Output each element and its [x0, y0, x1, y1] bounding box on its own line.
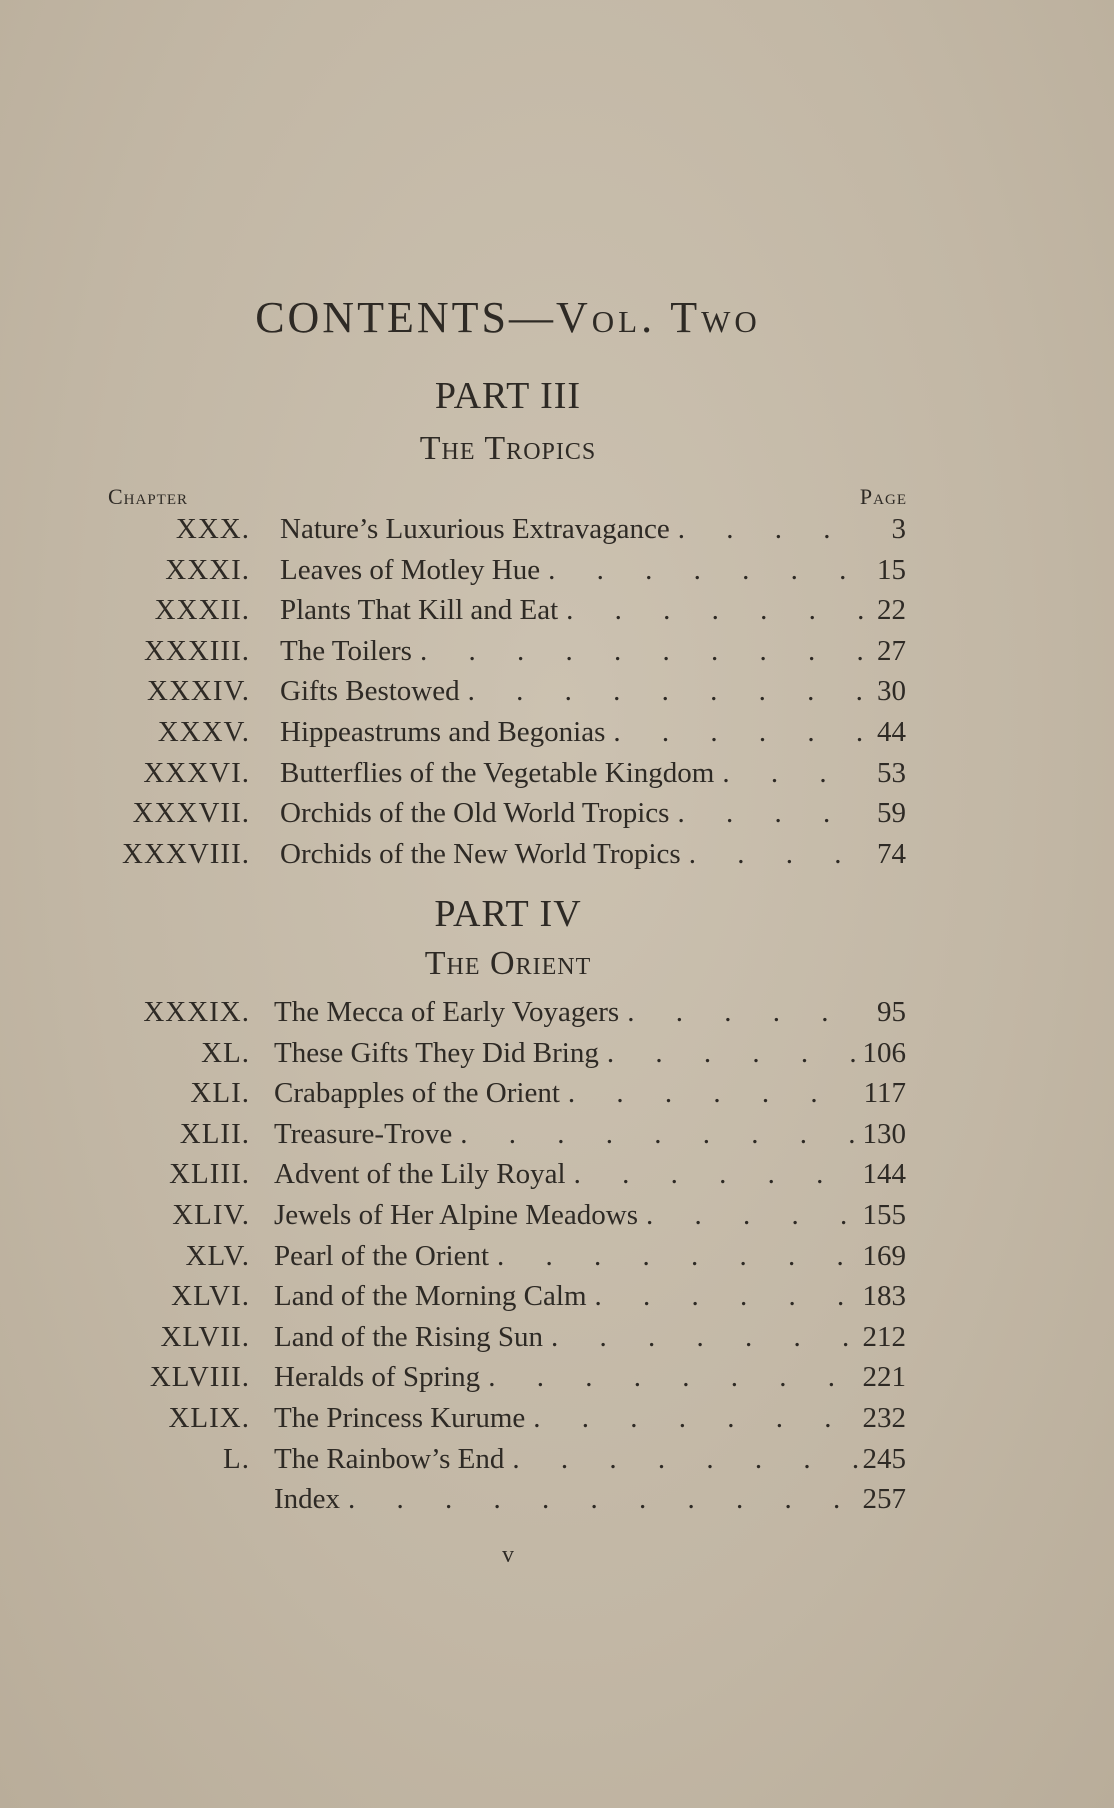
chapter-title: Nature’s Luxurious Extravagance [280, 513, 670, 545]
chapter-title: Jewels of Her Alpine Meadows [274, 1198, 639, 1231]
chapter-page-number: 212 [862, 1320, 906, 1353]
chapter-row [0, 1439, 1114, 1480]
chapter-row [0, 834, 1114, 875]
chapter-title-leader [280, 671, 865, 712]
chapter-row [0, 1073, 1114, 1114]
chapter-title-leader [280, 550, 865, 591]
part-heading: PART IV [434, 893, 582, 935]
chapter-title: Butterflies of the Vegetable Kingdom [280, 756, 715, 789]
chapter-row [0, 1479, 1114, 1520]
chapter-page-number: 117 [863, 1077, 906, 1110]
chapter-title-leader [280, 509, 865, 550]
chapter-title: Leaves of Motley Hue [280, 553, 541, 586]
chapter-title: Pearl of the Orient [274, 1239, 490, 1272]
chapter-title-leader [274, 1479, 859, 1520]
chapter-number: L. [223, 1442, 250, 1475]
chapter-row [0, 753, 1114, 794]
chapter-number: XLI. [190, 1077, 250, 1110]
chapter-title: Land of the Rising Sun [274, 1320, 544, 1353]
chapter-number: XLVI. [171, 1280, 250, 1313]
chapter-title: These Gifts They Did Bring [274, 1036, 599, 1069]
chapter-title-leader [274, 1195, 859, 1236]
chapter-number: XLIII. [169, 1158, 250, 1191]
chapter-title: Crabapples of the Orient [274, 1077, 560, 1110]
chapter-title: Index [274, 1483, 341, 1516]
chapter-page-number: 106 [862, 1036, 906, 1069]
chapter-page-number: 144 [862, 1158, 906, 1191]
chapter-row [0, 712, 1114, 753]
chapter-page-number: 130 [862, 1117, 906, 1150]
chapter-page-number: 74 [877, 837, 906, 870]
chapter-title-leader [274, 1317, 859, 1358]
chapter-number: XXXI. [165, 553, 250, 586]
chapter-page-number: 59 [877, 797, 906, 830]
contents-title [0, 292, 1016, 343]
chapter-title-leader [274, 1073, 859, 1114]
chapter-title-leader [280, 793, 865, 834]
chapter-number: XLV. [185, 1239, 250, 1272]
chapter-row [0, 671, 1114, 712]
chapter-title: Orchids of the Old World Tropics [280, 797, 670, 830]
chapter-row [0, 1276, 1114, 1317]
chapter-title-leader [274, 1276, 859, 1317]
chapter-row [0, 1398, 1114, 1439]
part-subtitle: The Orient [424, 945, 592, 982]
chapter-row [0, 992, 1114, 1033]
chapter-number: XXXVIII. [122, 837, 250, 870]
chapter-page-number: 27 [877, 634, 906, 667]
chapter-column-label: Chapter [108, 484, 189, 509]
chapter-page-number: 95 [877, 996, 906, 1028]
chapter-row [0, 509, 1114, 550]
part-heading: PART III [434, 375, 582, 417]
chapter-number: XLVII. [160, 1320, 250, 1353]
chapter-row [0, 1195, 1114, 1236]
chapter-title-leader [280, 834, 865, 875]
chapter-title: Hippeastrums and Begonias [280, 715, 606, 748]
chapter-page-number: 22 [877, 594, 906, 627]
chapter-page-number: 15 [877, 553, 906, 586]
chapter-page-number: 245 [862, 1442, 906, 1475]
chapter-number: XXXVI. [143, 756, 250, 789]
chapter-title: Plants That Kill and Eat [280, 594, 559, 627]
chapter-title-leader [274, 1398, 859, 1439]
chapter-title: Advent of the Lily Royal [274, 1158, 566, 1191]
chapter-page-number: 257 [862, 1483, 906, 1516]
chapter-row [0, 1114, 1114, 1155]
chapter-page-number: 169 [862, 1239, 906, 1272]
chapter-row [0, 590, 1114, 631]
chapter-list [0, 992, 1114, 1520]
chapter-number: XXXVII. [132, 797, 250, 830]
chapter-row [0, 1033, 1114, 1074]
title-volume: Vol. Two [555, 293, 761, 342]
chapter-number: XLII. [179, 1117, 250, 1150]
chapter-number: XL. [201, 1036, 250, 1069]
chapter-number: XXXIX. [143, 996, 250, 1028]
chapter-title-leader [274, 1033, 859, 1074]
chapter-number: XXXII. [154, 594, 250, 627]
chapter-title-leader [280, 753, 865, 794]
chapter-page-number: 232 [862, 1401, 906, 1434]
chapter-title-leader [274, 1357, 859, 1398]
chapter-title: Treasure-Trove [274, 1117, 453, 1150]
chapter-list [0, 509, 1114, 874]
chapter-title: The Princess Kurume [274, 1401, 526, 1434]
chapter-title: Heralds of Spring [274, 1361, 481, 1394]
page-folio: v [502, 1542, 514, 1568]
chapter-page-number: 221 [862, 1361, 906, 1394]
chapter-row [0, 1154, 1114, 1195]
chapter-title: The Mecca of Early Voyagers [274, 996, 620, 1028]
chapter-number: XLIX. [168, 1401, 250, 1434]
chapter-page-number: 155 [862, 1198, 906, 1231]
chapter-row [0, 1357, 1114, 1398]
chapter-title: Orchids of the New World Tropics [280, 837, 681, 870]
chapter-number: XXXIV. [147, 675, 250, 708]
chapter-row [0, 550, 1114, 591]
title-main: CONTENTS— [255, 293, 556, 342]
chapter-row [0, 793, 1114, 834]
chapter-title: Gifts Bestowed [280, 675, 460, 708]
chapter-title-leader [280, 712, 865, 753]
part-subtitle: The Tropics [419, 430, 597, 467]
chapter-number: XXXV. [157, 715, 250, 748]
chapter-row [0, 1317, 1114, 1358]
chapter-title: Land of the Morning Calm [274, 1280, 587, 1313]
chapter-page-number: 44 [877, 715, 906, 748]
chapter-number: XLVIII. [149, 1361, 250, 1394]
chapter-page-number: 183 [862, 1280, 906, 1313]
chapter-title-leader [274, 1154, 859, 1195]
chapter-title-leader [274, 1236, 859, 1277]
chapter-title-leader [274, 992, 859, 1033]
chapter-row [0, 631, 1114, 672]
chapter-title-leader [274, 1439, 859, 1480]
page-column-label: Page [859, 484, 907, 509]
chapter-number: XXX. [175, 513, 250, 545]
chapter-page-number: 3 [891, 513, 906, 545]
chapter-title-leader [274, 1114, 859, 1155]
chapter-page-number: 30 [877, 675, 906, 708]
chapter-title: The Rainbow’s End [274, 1442, 505, 1475]
chapter-title: The Toilers [280, 634, 412, 667]
chapter-title-leader [280, 590, 865, 631]
chapter-row [0, 1236, 1114, 1277]
chapter-title-leader [280, 631, 865, 672]
chapter-page-number: 53 [877, 756, 906, 789]
chapter-number: XLIV. [172, 1198, 250, 1231]
chapter-number: XXXIII. [143, 634, 250, 667]
